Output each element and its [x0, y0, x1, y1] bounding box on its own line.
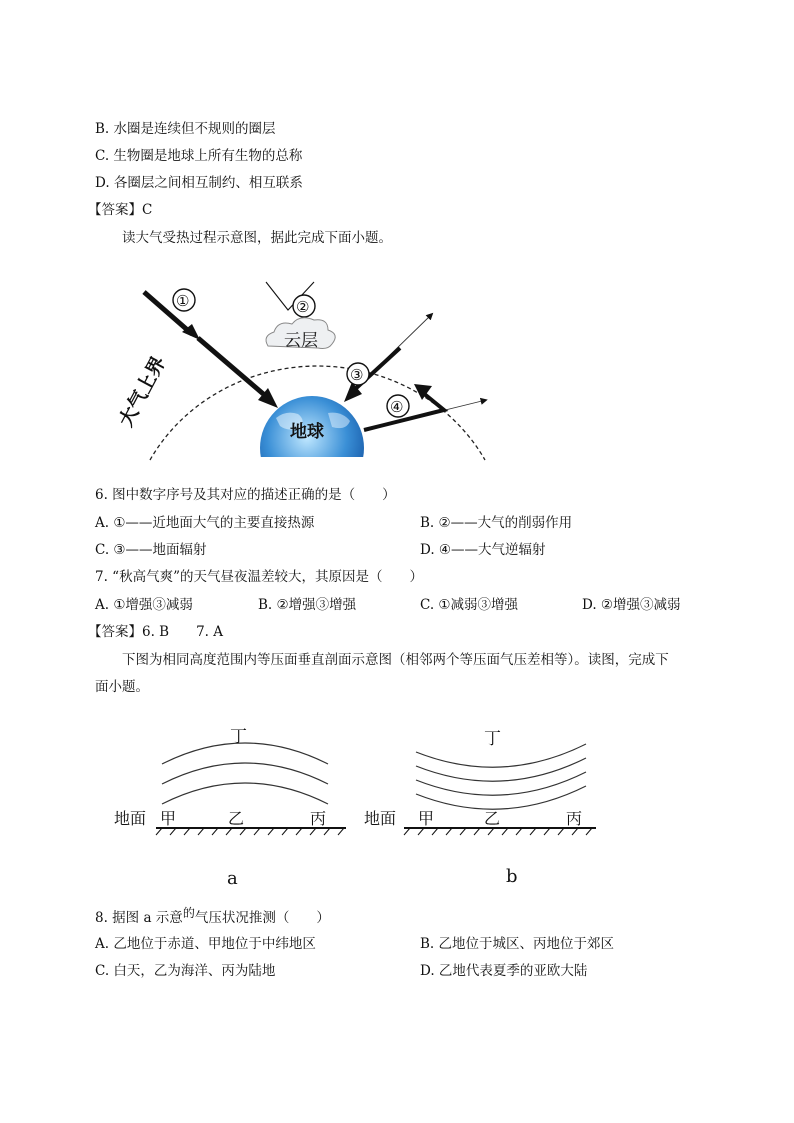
label-bing-b: 丙: [566, 809, 583, 828]
atmosphere-upper-label: 大气上界: [114, 352, 171, 431]
diagram-a: [114, 727, 346, 889]
q7-option-d: D. ②增强③减弱: [582, 597, 681, 613]
answer-label-2: 【答案】6. B 7. A: [88, 624, 224, 640]
option-c: C. 生物圈是地球上所有生物的总称: [95, 148, 303, 164]
q8-stem-part1: 8. 据图 a 示意: [95, 910, 183, 926]
earth-label: 地球: [290, 422, 324, 442]
option-b: B. 水圈是连续但不规则的圈层: [95, 121, 276, 137]
q6-option-d: D. ④——大气逆辐射: [420, 542, 546, 558]
q6-option-a: A. ①——近地面大气的主要直接热源: [95, 515, 315, 531]
q7-option-b: B. ②增强③增强: [258, 597, 357, 613]
option-d: D. 各圈层之间相互制约、相互联系: [95, 175, 303, 191]
q6-option-b: B. ②——大气的削弱作用: [420, 515, 573, 531]
answer-label: 【答案】C: [88, 202, 153, 218]
intro-text: 读大气受热过程示意图，据此完成下面小题。: [122, 230, 392, 246]
isobar-diagram: [110, 720, 610, 890]
label-jia-a: 甲: [160, 809, 177, 828]
marker-4: ④: [390, 398, 404, 416]
q8-stem-sup: 的: [182, 906, 195, 920]
caption-a: a: [227, 868, 238, 889]
label-yi-b: 乙: [484, 809, 501, 828]
label-ding-a: 丁: [230, 727, 247, 747]
label-jia-b: 甲: [418, 809, 435, 828]
diagram-b: [364, 729, 596, 887]
cloud-label: 云层: [284, 331, 318, 351]
q8-option-a: A. 乙地位于赤道、甲地位于中纬地区: [95, 936, 316, 952]
caption-b: b: [506, 866, 518, 887]
intro-text-2-line1: 下图为相同高度范围内等压面垂直剖面示意图（相邻两个等压面气压差相等）。读图，完成下: [122, 652, 669, 668]
q8-option-c: C. 白天，乙为海洋、丙为陆地: [95, 963, 276, 979]
atmosphere-heating-diagram: [100, 268, 500, 464]
label-bing-a: 丙: [310, 809, 327, 828]
marker-1: ①: [176, 292, 190, 310]
q6-option-c: C. ③——地面辐射: [95, 542, 207, 558]
q8-option-b: B. 乙地位于城区、丙地位于郊区: [420, 936, 615, 952]
q7-option-c: C. ①减弱③增强: [420, 597, 519, 613]
label-ding-b: 丁: [484, 729, 501, 749]
q7-stem: 7. “秋高气爽”的天气昼夜温差较大，其原因是（ ）: [95, 569, 423, 585]
q8-stem: [95, 906, 330, 927]
q8-option-d: D. 乙地代表夏季的亚欧大陆: [420, 963, 588, 979]
marker-2: ②: [296, 298, 310, 316]
q8-stem-part2: 气压状况推测（ ）: [194, 910, 330, 926]
label-ground-a: 地面: [114, 809, 147, 828]
marker-3: ③: [350, 366, 364, 384]
label-yi-a: 乙: [228, 809, 245, 828]
q6-stem: 6. 图中数字序号及其对应的描述正确的是（ ）: [95, 487, 396, 503]
intro-text-2-line2: 面小题。: [95, 679, 149, 695]
label-ground-b: 地面: [364, 809, 397, 828]
q7-option-a: A. ①增强③减弱: [95, 597, 193, 613]
